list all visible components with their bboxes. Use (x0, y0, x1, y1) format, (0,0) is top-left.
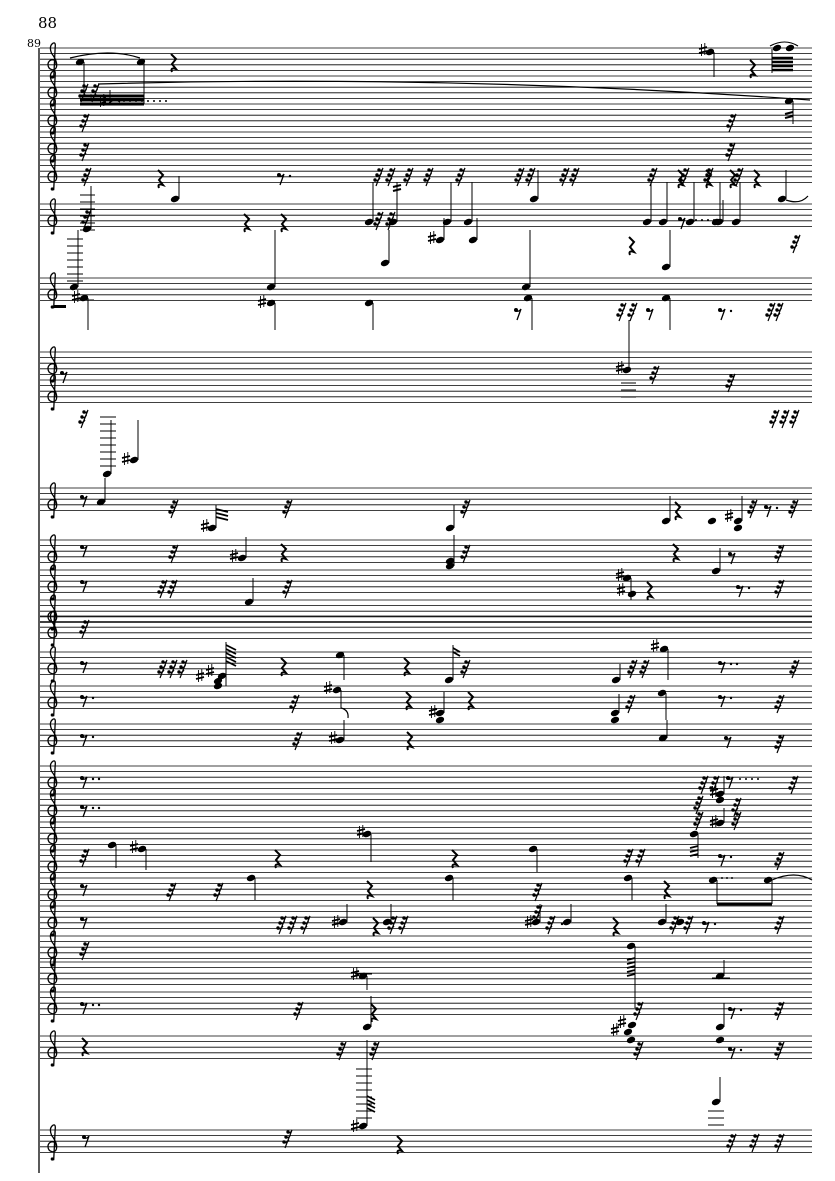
staff-7 (40, 278, 812, 300)
music-notation (54, 42, 812, 1154)
staff-13 (40, 600, 812, 622)
staff-26-content (82, 1036, 784, 1132)
staff-22-content (80, 904, 784, 936)
staff-14 (40, 616, 812, 638)
staff-26 (40, 992, 812, 1014)
staff-27-content (82, 1077, 784, 1154)
staff-1 (40, 48, 812, 70)
staff-25 (40, 962, 812, 984)
staff-7-content (54, 290, 783, 330)
measure-number: 89 (27, 37, 41, 50)
staff-12 (40, 570, 812, 592)
staff-11 (40, 540, 812, 562)
staff-24 (40, 936, 812, 958)
staff-17 (40, 724, 812, 746)
staff-16 (40, 686, 812, 708)
staff-10 (40, 488, 812, 510)
staff-3 (40, 104, 812, 126)
clefs (48, 43, 57, 1161)
staff-16-content (80, 720, 784, 753)
staff-9 (40, 380, 812, 402)
staff-6 (40, 204, 812, 226)
staff-11-content (80, 535, 784, 575)
staff-15 (40, 652, 812, 674)
page-number: 88 (38, 14, 58, 32)
staff-18 (40, 766, 812, 788)
staff-1-content (70, 42, 798, 104)
staff-23 (40, 906, 812, 928)
staff-14-content (80, 639, 799, 690)
staff-21-content (80, 874, 812, 923)
staff-24-content (351, 942, 730, 1008)
staff-25-content (80, 996, 784, 1036)
staff-2 (40, 76, 812, 98)
staff-20-content (79, 825, 784, 872)
staff-4 (40, 132, 812, 154)
staff-28 (40, 1130, 812, 1152)
staff-23-content (79, 942, 89, 960)
staff-4-content (79, 143, 735, 161)
staff-8 (40, 352, 812, 374)
staff-2-content (78, 81, 810, 124)
staff-9-content (78, 410, 799, 478)
staff-21 (40, 850, 812, 872)
staff-3-content (79, 114, 736, 132)
staff-27 (40, 1036, 812, 1058)
staff-22 (40, 878, 812, 900)
staff-17-content (80, 776, 798, 794)
staves (40, 48, 812, 1152)
